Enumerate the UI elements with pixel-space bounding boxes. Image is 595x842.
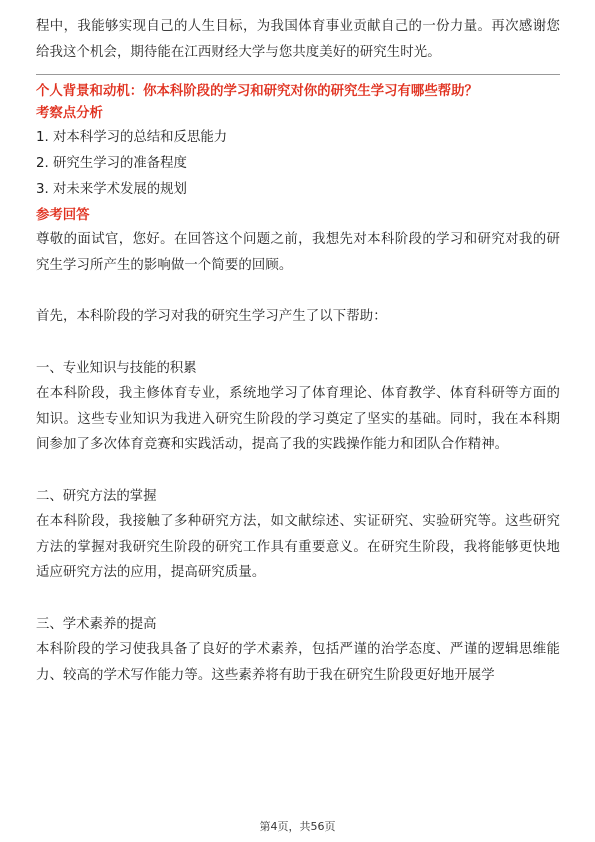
answer-section-body: 本科阶段的学习使我具备了良好的学术素养，包括严谨的治学态度、严谨的逻辑思维能力、较高的学术写作能力等。这些素养将有助于我在研究生阶段更好地开展学 bbox=[36, 642, 560, 683]
analysis-item: 1. 对本科学习的总结和反思能力 bbox=[36, 130, 228, 145]
answer-first: 首先，本科阶段的学习对我的研究生学习产生了以下帮助： bbox=[36, 309, 387, 324]
answer-opening: 尊敬的面试官，您好。在回答这个问题之前，我想先对本科阶段的学习和研究对我的研究生学习所产生的影响做一个简要的回顾。 bbox=[36, 232, 560, 273]
answer-label: 参考回答 bbox=[36, 208, 90, 223]
analysis-item: 2. 研究生学习的准备程度 bbox=[36, 156, 187, 171]
answer-section-body: 在本科阶段，我接触了多种研究方法，如文献综述、实证研究、实验研究等。这些研究方法的掌握对我研究生阶段的研究工作具有重要意义。在研究生阶段，我将能够更快地适应研究方法的应用，提高研究质量。 bbox=[36, 514, 560, 580]
page-number: 第4页，共56页 bbox=[259, 820, 336, 833]
intro-paragraph: 程中，我能够实现自己的人生目标，为我国体育事业贡献自己的一份力量。再次感谢您给我这个机会，期待能在江西财经大学与您共度美好的研究生时光。 bbox=[36, 19, 560, 60]
answer-section-heading: 一、专业知识与技能的积累 bbox=[36, 360, 197, 376]
analysis-label: 考察点分析 bbox=[36, 106, 103, 121]
answer-section-body: 在本科阶段，我主修体育专业，系统地学习了体育理论、体育教学、体育科研等方面的知识。这些专业知识为我进入研究生阶段的学习奠定了坚实的基础。同时，我在本科期间参加了多次体育竞赛和实践活动，提高了我的实践操作能力和团队合作精神。 bbox=[36, 386, 560, 452]
document-page bbox=[36, 14, 560, 688]
question-title: 个人背景和动机：你本科阶段的学习和研究对你的研究生学习有哪些帮助？ bbox=[36, 84, 478, 99]
answer-section-heading: 三、学术素养的提高 bbox=[36, 616, 157, 632]
analysis-item: 3. 对未来学术发展的规划 bbox=[36, 182, 187, 197]
section-divider bbox=[36, 74, 560, 75]
answer-section-heading: 二、研究方法的掌握 bbox=[36, 488, 157, 504]
